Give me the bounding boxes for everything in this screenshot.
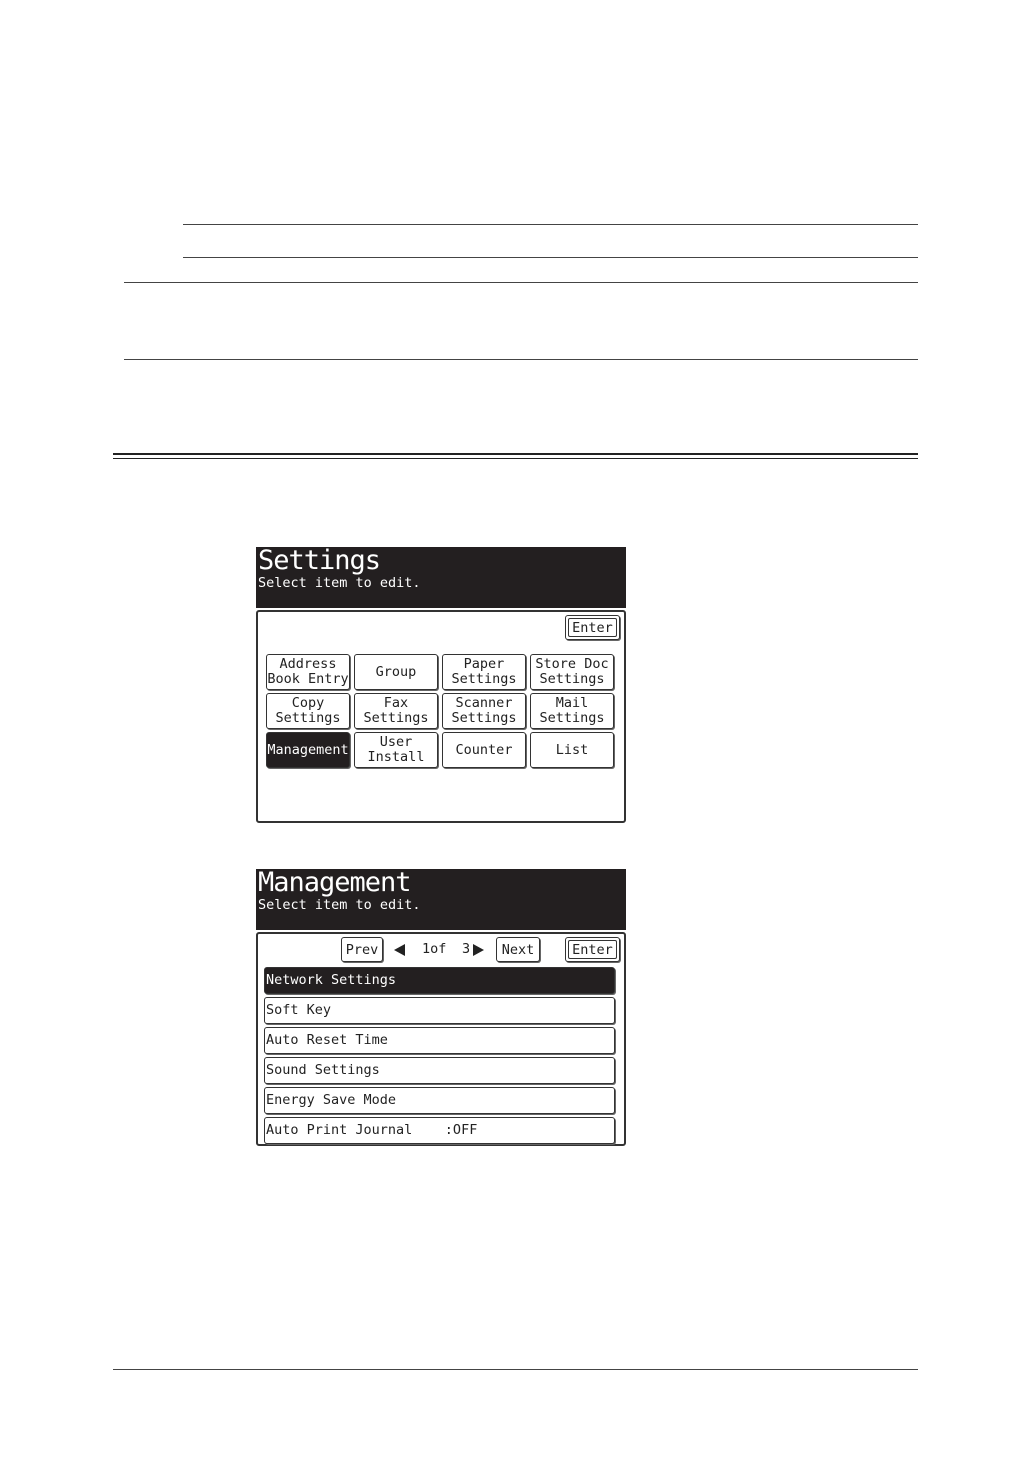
next-button[interactable]: Next (496, 937, 540, 962)
prev-button[interactable]: Prev (341, 937, 383, 962)
settings-button-scanner-settings[interactable] (442, 693, 526, 729)
header-rule-second (183, 257, 918, 258)
list-item[interactable]: Network Settings (264, 967, 615, 994)
button-label-line1: Counter (455, 741, 513, 758)
list-item[interactable]: Auto Reset Time (264, 1027, 615, 1054)
footer-rule (113, 1369, 918, 1370)
screen-subtitle: Select item to edit. (258, 575, 421, 591)
settings-button-address-book-entry[interactable] (266, 654, 350, 690)
button-label-line1: User (379, 734, 413, 750)
button-label-line1: Group (375, 663, 417, 680)
settings-button-mail-settings[interactable] (530, 693, 614, 729)
page-indicator-current: 1of (422, 941, 447, 957)
heading-double-rule-bottom (113, 458, 918, 459)
button-label-line1: Copy (291, 695, 325, 711)
settings-button-copy-settings[interactable] (266, 693, 350, 729)
button-label-line1: Mail (555, 695, 589, 711)
section-rule-bottom (124, 359, 918, 360)
screen-title: Management (258, 869, 411, 898)
settings-button-paper-settings[interactable] (442, 654, 526, 690)
button-label-line2: Settings (451, 671, 517, 687)
button-label-line1: Fax (383, 695, 409, 711)
header-rule-top (183, 224, 918, 225)
button-label-line1: Paper (463, 656, 505, 672)
settings-button-list[interactable] (530, 732, 614, 768)
settings-button-group[interactable] (354, 654, 438, 690)
button-label-line2: Settings (275, 710, 341, 726)
management-screen (256, 869, 626, 1146)
button-label-line1: Address (279, 656, 337, 672)
button-label-line1: Management (267, 741, 349, 758)
section-rule-top (124, 282, 918, 283)
settings-button-management[interactable] (266, 732, 350, 768)
button-label-line2: Settings (539, 671, 605, 687)
settings-button-fax-settings[interactable] (354, 693, 438, 729)
list-item[interactable]: Energy Save Mode (264, 1087, 615, 1114)
management-header (256, 869, 626, 930)
button-label-line2: Book Entry (267, 671, 349, 687)
button-label-line2: Settings (451, 710, 517, 726)
settings-button-user-install[interactable] (354, 732, 438, 768)
button-label-line1: Store Doc (535, 656, 609, 672)
settings-panel (256, 610, 626, 823)
button-label-line2: Install (367, 749, 425, 765)
management-panel (256, 932, 626, 1146)
screen-title: Settings (258, 547, 381, 576)
button-label-line1: List (555, 741, 589, 758)
screen-subtitle: Select item to edit. (258, 897, 421, 913)
list-item[interactable]: Auto Print Journal :OFF (264, 1117, 615, 1144)
button-label-line2: Settings (539, 710, 605, 726)
heading-double-rule-top (113, 453, 918, 455)
list-item[interactable]: Sound Settings (264, 1057, 615, 1084)
page-indicator-total: 3 (462, 941, 471, 957)
settings-button-store-doc-settings[interactable] (530, 654, 614, 690)
settings-header (256, 547, 626, 608)
settings-button-counter[interactable] (442, 732, 526, 768)
list-item[interactable]: Soft Key (264, 997, 615, 1024)
page-forward-arrow-icon[interactable] (473, 944, 484, 956)
button-label-line2: Settings (363, 710, 429, 726)
enter-button[interactable]: Enter (565, 615, 620, 640)
page-back-arrow-icon[interactable] (394, 944, 405, 956)
enter-button[interactable]: Enter (565, 937, 620, 962)
button-label-line1: Scanner (455, 695, 513, 711)
settings-screen (256, 547, 626, 823)
